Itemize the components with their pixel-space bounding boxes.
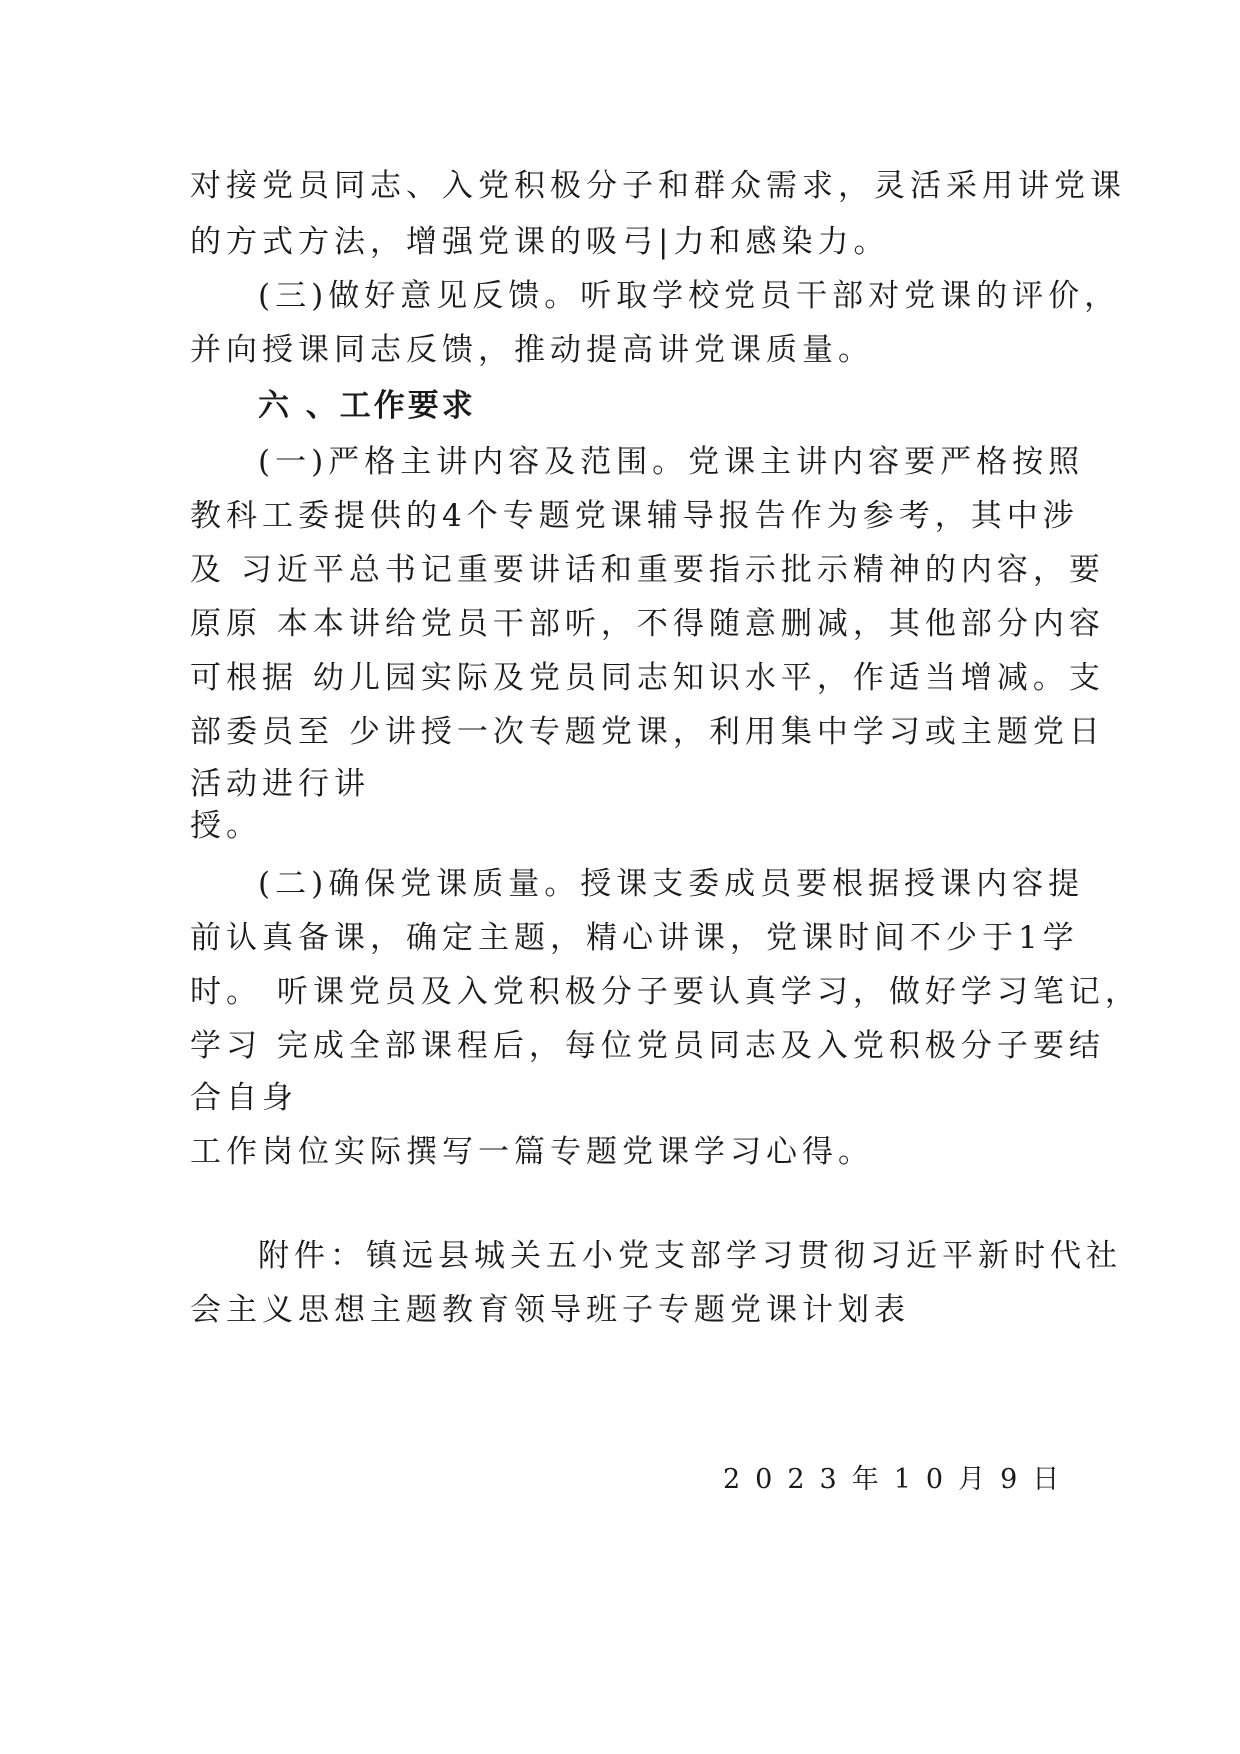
paragraph-line: 的方式方法，增强党课的吸弓|力和感染力。 (190, 224, 890, 260)
paragraph-line: (一)严格主讲内容及范围。党课主讲内容要严格按照 (258, 444, 1085, 480)
paragraph-line: 时。 听课党员及入党积极分子要认真学习，做好学习笔记， (190, 974, 1141, 1010)
paragraph-line: 前认真备课，确定主题，精心讲课，党课时间不少于1学 (190, 920, 1079, 956)
paragraph-line: 原原 本本讲给党员干部听，不得随意删减，其他部分内容 (190, 606, 1105, 642)
paragraph-line: (二)确保党课质量。授课支委成员要根据授课内容提 (258, 866, 1085, 902)
paragraph-line: 可根据 幼儿园实际及党员同志知识水平，作适当增减。支 (190, 660, 1105, 696)
paragraph-line: 并向授课同志反馈，推动提高讲党课质量。 (190, 332, 874, 368)
paragraph-line: 合自身 (190, 1080, 298, 1116)
attachment-line: 附件：镇远县城关五小党支部学习贯彻习近平新时代社 (258, 1238, 1122, 1274)
paragraph-line: 授。 (190, 808, 262, 844)
paragraph-line: (三)做好意见反馈。听取学校党员干部对党课的评价， (258, 278, 1121, 314)
attachment-line: 会主义思想主题教育领导班子专题党课计划表 (190, 1292, 910, 1328)
paragraph-line: 工作岗位实际撰写一篇专题党课学习心得。 (190, 1134, 874, 1170)
document-date: 2023年10月9日 (723, 1464, 1075, 1495)
paragraph-line: 部委员至 少讲授一次专题党课，利用集中学习或主题党日 (190, 714, 1105, 750)
paragraph-line: 学习 完成全部课程后，每位党员同志及入党积极分子要结 (190, 1028, 1105, 1064)
paragraph-line: 对接党员同志、入党积极分子和群众需求，灵活采用讲党课 (190, 168, 1126, 204)
paragraph-line: 及 习近平总书记重要讲话和重要指示批示精神的内容，要 (190, 552, 1105, 588)
paragraph-line: 教科工委提供的4个专题党课辅导报告作为参考，其中涉 (190, 498, 1079, 534)
section-heading: 六 、工作要求 (258, 388, 476, 424)
paragraph-line: 活动进行讲 (190, 766, 370, 802)
